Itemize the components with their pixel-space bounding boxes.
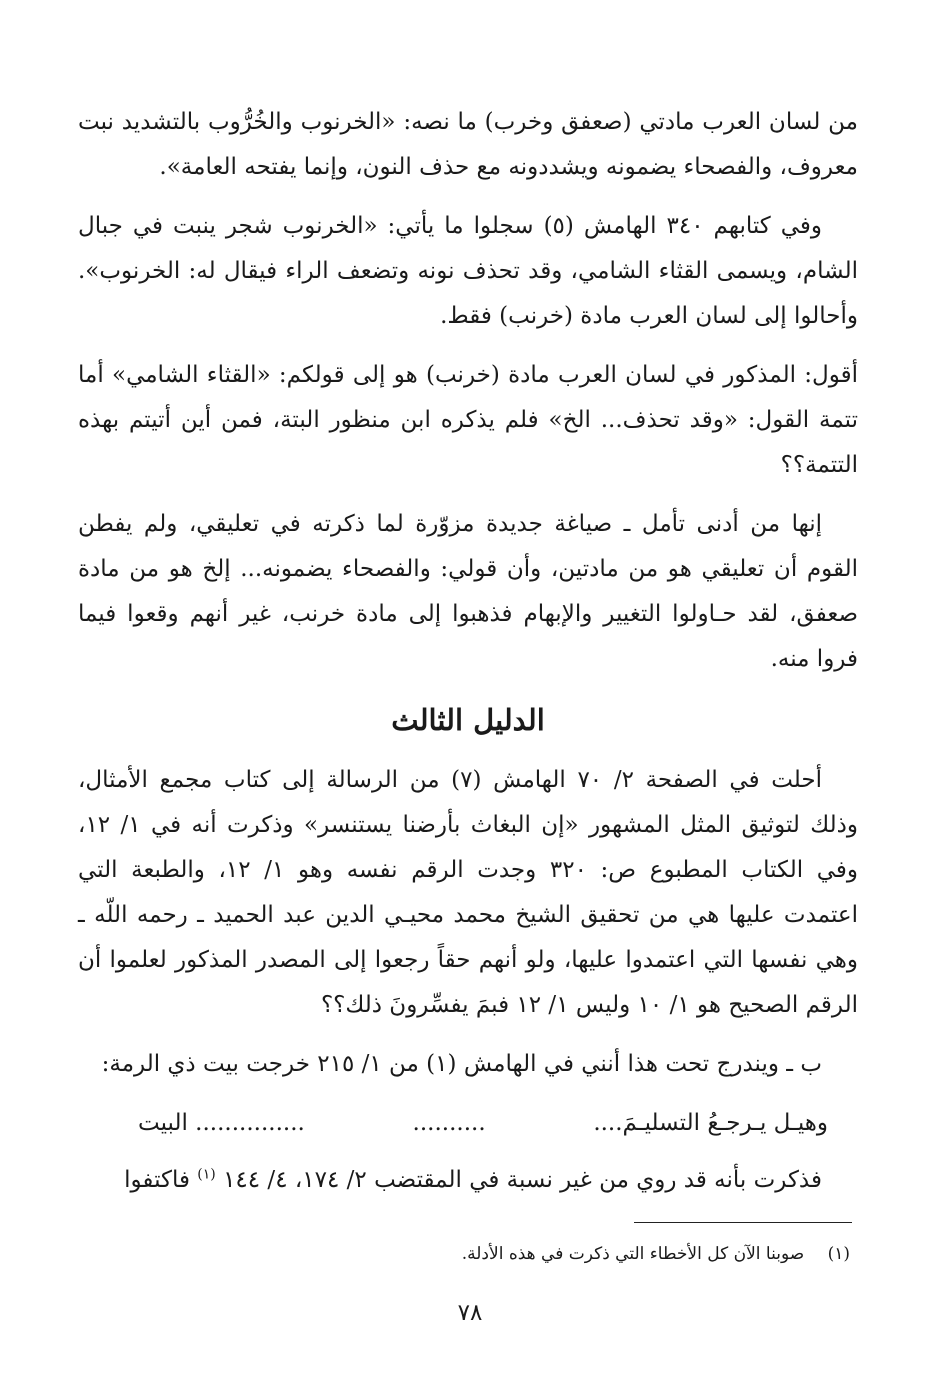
- paragraph-2: وفي كتابهم ٣٤٠ الهامش (٥) سجلوا ما يأتي: «الخرنوب شجر ينبت في جبال الشام، ويسمى القثاء الشامي، وقد تحذف نونه وتضعف الراء فيقال له: الخرنوب». وأحالوا إلى لسان العرب مادة (خرنب) فقط.: [78, 213, 858, 329]
- paragraph-7: [78, 1158, 858, 1203]
- footnote-number: (١): [827, 1244, 850, 1264]
- verse-second-hemistich: ............... البيت: [138, 1110, 305, 1136]
- footnote-text: صوبنا الآن كل الأخطاء التي ذكرت في هذه الأدلة.: [461, 1244, 805, 1264]
- footnote-reference: (١): [197, 1166, 216, 1183]
- paragraph-6: ب ـ ويندرج تحت هذا أنني في الهامش (١) من ١/ ٢١٥ خرجت بيت ذي الرمة:: [101, 1051, 822, 1077]
- verse-dots: ..........: [412, 1110, 486, 1136]
- page-number: ٧٨: [457, 1300, 483, 1326]
- section-heading: الدليل الثالث: [391, 703, 545, 737]
- verse-first-hemistich: وهيـل يـرجـعُ التسليـمَ....: [593, 1110, 828, 1136]
- paragraph-5: أحلت في الصفحة ٢/ ٧٠ الهامش (٧) من الرسالة إلى كتاب مجمع الأمثال، وذلك لتوثيق المثل المشهور «إن البغاث بأرضنا يستنسر» وذكرت أنه في ١/ ١٢، وفي الكتاب المطبوع ص: ٣٢٠ وجدت الرقم نفسه وهو ١/ ١٢، والطبعة التي اعتمدت عليها هي من تحقيق الشيخ محمد محيـي الدين عبد الحميد ـ رحمه اللّه ـ وهي نفسها التي اعتمدوا عليها، ولو أنهم حقاً رجعوا إلى المصدر المذكور لعلموا أن الرقم الصحيح هو ١/ ١٠ وليس ١/ ١٢ فبمَ يفسِّرونَ ذلك؟؟: [78, 767, 859, 1018]
- footnote: [78, 1240, 850, 1268]
- paragraph-1: من لسان العرب مادتي (صعفق وخرب) ما نصه: «الخرنوب والخُرُّوب بالتشديد نبت معروف، والفصحاء يضمونه ويشددونه مع حذف النون، وإنما يفتحه العامة».: [78, 109, 858, 180]
- footnote-divider: [634, 1222, 852, 1223]
- paragraph-3: أقول: المذكور في لسان العرب مادة (خرنب) هو إلى قولكم: «القثاء الشامي» أما تتمة القول: «وقد تحذف... الخ» فلم يذكره ابن منظور البتة، فمن أين أتيتم بهذه التتمة؟؟: [78, 362, 859, 478]
- main-text: [78, 100, 858, 1217]
- poetry-verse: [78, 1101, 858, 1146]
- paragraph-7-tail: فاكتفوا: [124, 1167, 190, 1193]
- paragraph-7-text: فذكرت بأنه قد روي من غير نسبة في المقتضب ٢/ ١٧٤، ٤/ ١٤٤: [223, 1167, 822, 1193]
- paragraph-4: إنها من أدنى تأمل ـ صياغة جديدة مزوّرة لما ذكرته في تعليقي، ولم يفطن القوم أن تعليقي هو من مادتين، وأن قولي: والفصحاء يضمونه... إلخ هو من مادة صعفق، لقد حـاولوا التغيير والإبهام فذهبوا إلى مادة خرنب، غير أنهم وقعوا فيما فروا منه.: [78, 511, 858, 672]
